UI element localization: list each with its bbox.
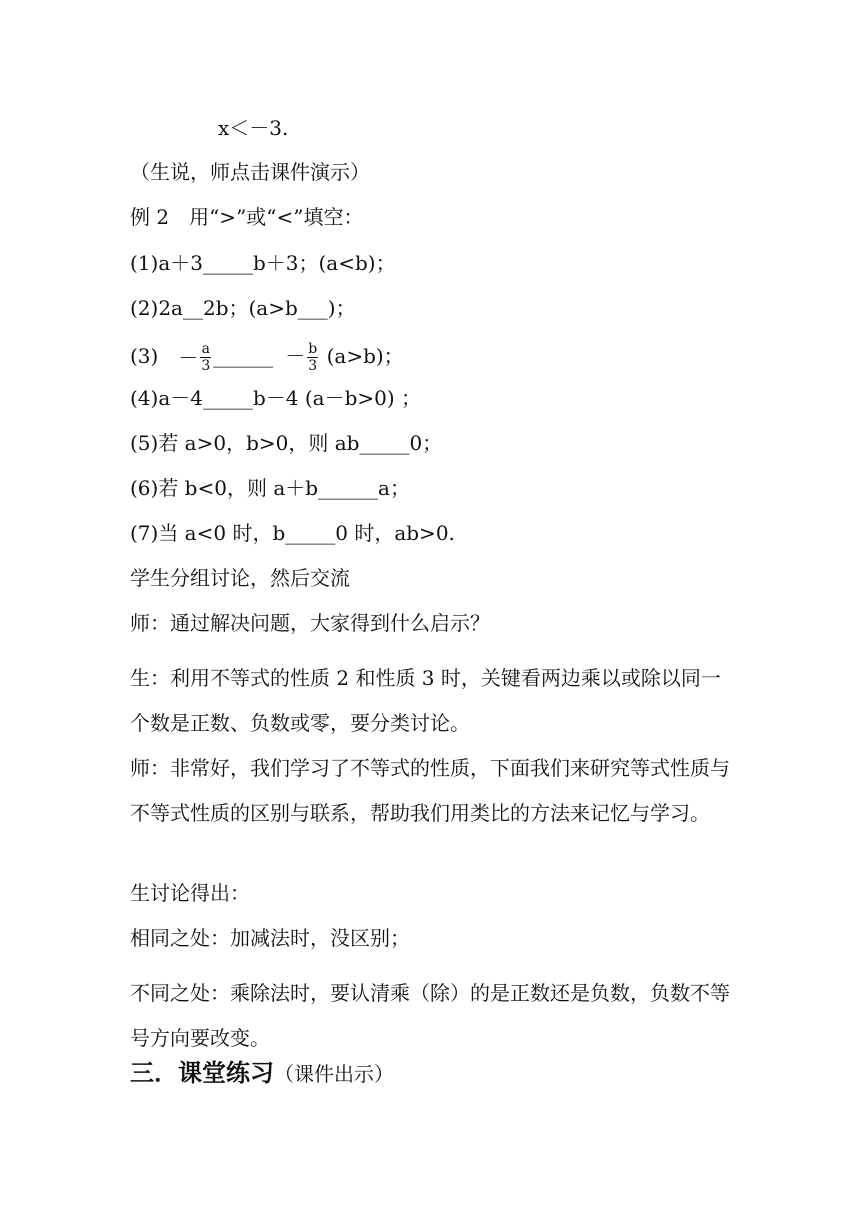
exercise-3-condition: (a>b)； bbox=[320, 344, 404, 368]
exercise-5: (5)若 a>0，b>0，则 ab_____0； bbox=[130, 431, 443, 455]
section-title: 三．课堂练习 bbox=[130, 1059, 274, 1087]
fraction-b-over-3 bbox=[307, 341, 318, 374]
exercise-3 bbox=[130, 336, 740, 376]
exercise-6: (6)若 b<0，则 a＋b______a； bbox=[130, 476, 410, 500]
similarity-point: 相同之处：加减法时，没区别； bbox=[130, 926, 410, 950]
exercise-3-label: (3) bbox=[130, 344, 159, 368]
section-heading bbox=[130, 1058, 730, 1089]
fraction-a-over-3 bbox=[200, 341, 211, 374]
exercise-2: (2)2a__2b；(a>b___)； bbox=[130, 296, 356, 320]
teaching-note: （生说，师点击课件演示） bbox=[130, 160, 370, 184]
answer-blank: ______ bbox=[213, 344, 274, 368]
exercise-7: (7)当 a<0 时，b_____0 时，ab>0. bbox=[130, 521, 455, 545]
student-answer: 生：利用不等式的性质 2 和性质 3 时，关键看两边乘以或除以同一个数是正数、负数或零，要分类讨论。 bbox=[130, 666, 721, 735]
fraction-numerator: a bbox=[201, 341, 210, 357]
difference-point: 不同之处：乘除法时，要认清乘（除）的是正数还是负数，负数不等号方向要改变。 bbox=[130, 981, 730, 1050]
group-discussion-note: 学生分组讨论，然后交流 bbox=[130, 566, 350, 590]
minus-sign: － bbox=[285, 344, 306, 368]
exercise-1: (1)a＋3_____b＋3；(a<b)； bbox=[130, 251, 396, 275]
example-2-heading: 例 2 用“>”或“<”填空： bbox=[130, 205, 364, 229]
minus-sign: － bbox=[178, 345, 199, 370]
fraction-denominator: 3 bbox=[201, 358, 211, 374]
student-discussion-intro: 生讨论得出： bbox=[130, 881, 250, 905]
inequality-result: x＜－3. bbox=[218, 116, 289, 140]
fraction-numerator: b bbox=[308, 341, 318, 357]
teacher-response: 师：非常好，我们学习了不等式的性质，下面我们来研究等式性质与不等式性质的区别与联系，帮助我们用类比的方法来记忆与学习。 bbox=[130, 756, 730, 825]
teacher-question: 师：通过解决问题，大家得到什么启示？ bbox=[130, 611, 490, 635]
section-note: （课件出示） bbox=[274, 1062, 394, 1086]
exercise-4: (4)a－4_____b－4 (a－b>0) ； bbox=[130, 386, 422, 410]
fraction-denominator: 3 bbox=[308, 358, 318, 374]
